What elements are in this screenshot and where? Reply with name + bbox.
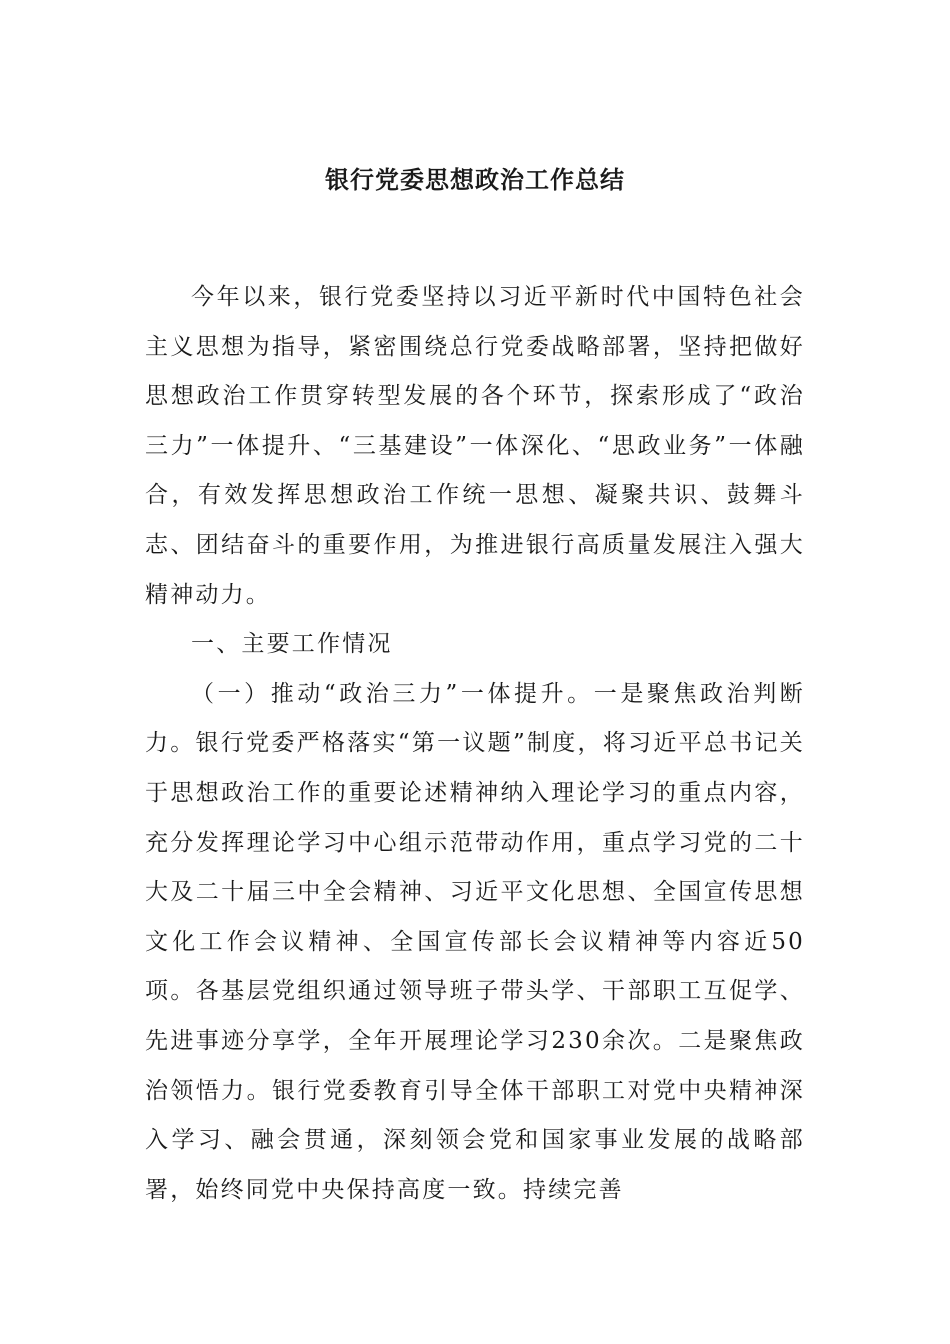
section-paragraph: （一）推动“政治三力”一体提升。一是聚焦政治判断力。银行党委严格落实“第一议题”制度，将习近平总书记关于思想政治工作的重要论述精神纳入理论学习的重点内容，充分发挥理论学习中心组示范带动作用，重点学习党的二十大及二十届三中全会精神、习近平文化思想、全国宣传思想文化工作会议精神、全国宣传部长会议精神等内容近50项。各基层党组织通过领导班子带头学、干部职工互促学、先进事迹分享学，全年开展理论学习230余次。二是聚焦政治领悟力。银行党委教育引导全体干部职工对党中央精神深入学习、融会贯通，深刻领会党和国家事业发展的战略部署，始终同党中央保持高度一致。持续完善 [145, 680, 805, 1203]
intro-paragraph: 今年以来，银行党委坚持以习近平新时代中国特色社会主义思想为指导，紧密围绕总行党委战略部署，坚持把做好思想政治工作贯穿转型发展的各个环节，探索形成了“政治三力”一体提升、“三基建设”一体深化、“思政业务”一体融合，有效发挥思想政治工作统一思想、凝聚共识、鼓舞斗志、团结奋斗的重要作用，为推进银行高质量发展注入强大精神动力。 [145, 284, 805, 608]
section-heading: 一、主要工作情况 [191, 631, 393, 658]
document-title: 银行党委思想政治工作总结 [325, 165, 625, 194]
document-body [145, 273, 805, 1215]
